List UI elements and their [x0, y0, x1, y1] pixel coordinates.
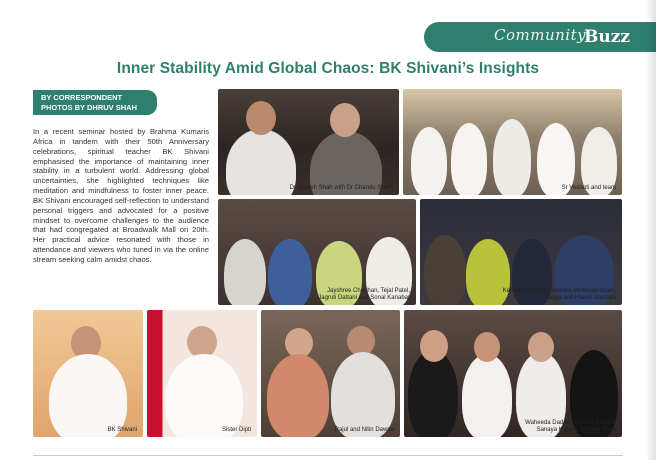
photo-caption-line: Kenneth Olembo, Mekdes Woldeabraham,: [502, 288, 616, 294]
photo-vedanti-team: [403, 89, 622, 195]
section-banner: [424, 22, 656, 52]
photo-figure: [331, 352, 395, 437]
photo-figure: [224, 239, 266, 305]
photo-caption: BK Shivani: [107, 427, 137, 433]
photo-caption-line: Jagruti Dattani and Sonal Kanabar: [318, 295, 410, 301]
photo-caption-line: Waheeda Dadani, Ushma Kapoor,: [525, 420, 616, 426]
photo-figure: [268, 239, 312, 305]
photo-caption: [318, 288, 410, 302]
photo-waheeda-group: [404, 310, 622, 437]
photo-caption-line: Sanaya Kapoor and Ria Shah: [536, 427, 616, 433]
photo-figure-head: [330, 103, 360, 137]
photo-caption: Sr Vedanti and team: [561, 185, 616, 191]
photo-kenneth-group: [420, 199, 622, 305]
banner-script-text: Community: [494, 26, 587, 44]
photo-figure: [451, 123, 487, 195]
byline-correspondent: BY CORRESPONDENT: [41, 93, 123, 102]
photo-figure: [49, 354, 127, 437]
photo-figure: [267, 354, 329, 437]
photo-figure: [493, 119, 531, 195]
article-body: In a recent seminar hosted by Brahma Kumaris Africa in tandem with their 50th Anniversary celebrations, spiritual teacher BK Shivani emphasised the importance of maintaining inner stability in a turbulent world. Addressing global uncertainties, she highlighted techniques like meditation and mindfulness to foster inner peace. BK Shivani encouraged self-reflection to understand personal triggers and advocated for a positive mindset to overcome challenges to the audience that had congregated at Broadwalk Mall on 20th. Her practical advice resonated with those in attendance and viewers who tuned in via the online stream seeking calm amidst chaos.: [33, 127, 209, 264]
photo-caption: Sister Dipti: [221, 427, 251, 433]
photo-caption-line: Tanya and Harish Samtani: [545, 295, 616, 301]
photo-caption: [503, 288, 616, 302]
byline-badge: [33, 90, 157, 115]
photo-figure: [408, 350, 458, 437]
photo-figure-head: [246, 101, 276, 135]
banner-bold-text: Buzz: [584, 27, 631, 47]
photo-manish-chandu: [218, 89, 399, 195]
photo-figure: [165, 354, 243, 437]
photo-figure-head: [420, 330, 448, 362]
photo-rajul-nitin: [261, 310, 400, 437]
photo-figure-head: [474, 332, 500, 362]
photo-bk-shivani: [33, 310, 143, 437]
photo-figure-head: [528, 332, 554, 362]
photo-caption: [525, 420, 616, 434]
photo-figure: [462, 354, 512, 437]
page-edge-shadow: [646, 0, 656, 460]
article-headline: Inner Stability Amid Global Chaos: BK Shivani’s Insights: [116, 60, 540, 77]
photo-figure: [424, 235, 466, 305]
photo-figure: [226, 129, 296, 195]
byline-photographer: PHOTOS BY DHRUV SHAH: [41, 102, 137, 112]
photo-caption: Rajul and Nitin Dawda: [334, 427, 394, 433]
photo-caption-line: Jayshree Chauhan, Tejal Patel,: [327, 288, 410, 294]
page-bottom-rule: [33, 455, 623, 456]
photo-jayshree-group: [218, 199, 416, 305]
photo-sister-dipti: [147, 310, 257, 437]
photo-caption: Dr Manish Shah with Dr Chandu Sheth: [289, 185, 393, 191]
photo-figure: [411, 127, 447, 195]
